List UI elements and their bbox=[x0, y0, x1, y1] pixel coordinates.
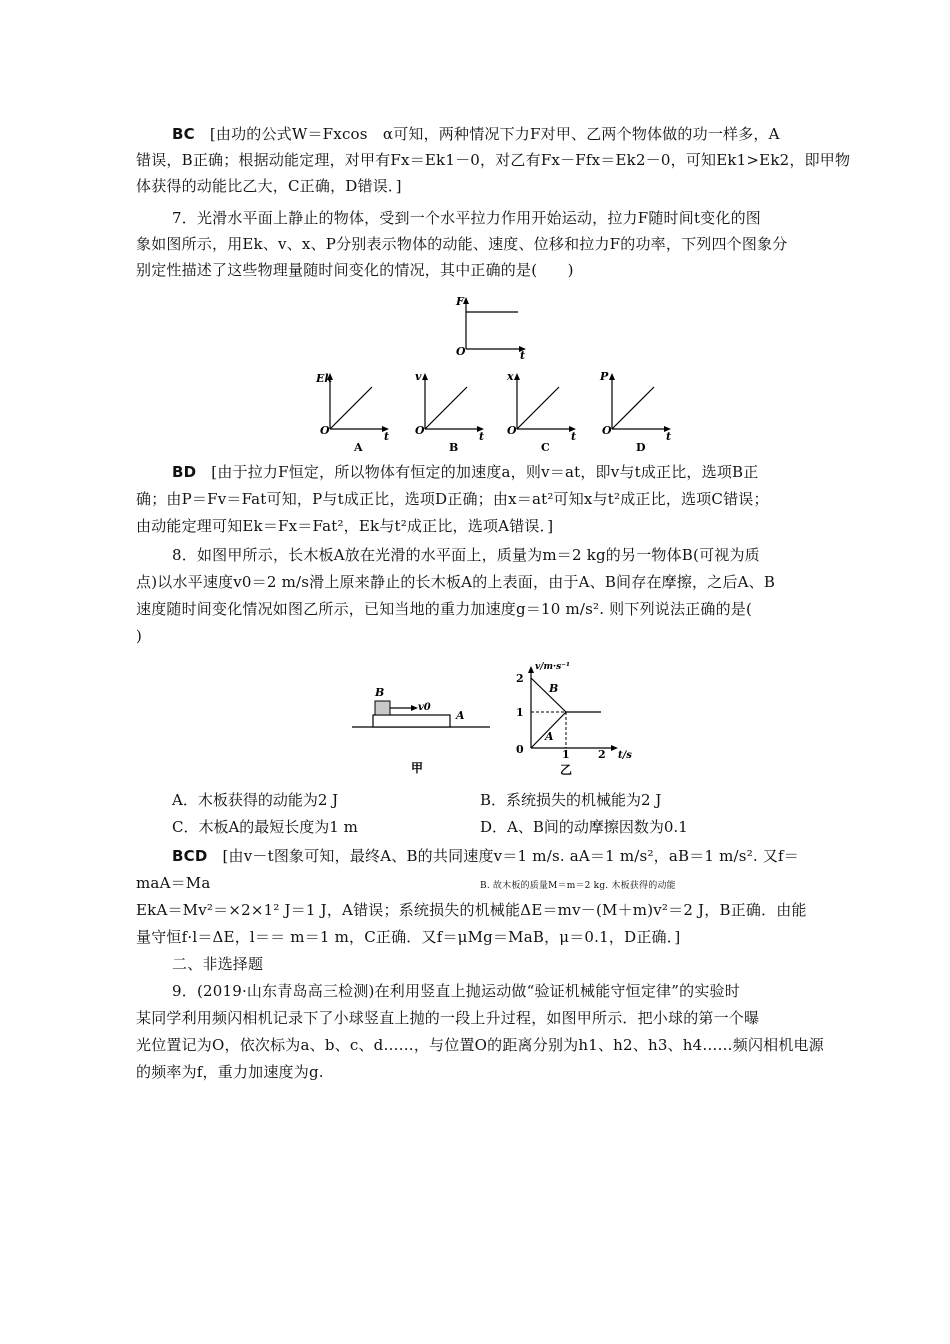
q7-graph-b-origin: O bbox=[415, 424, 425, 437]
q8-fig-jia bbox=[352, 686, 490, 775]
q8-jia-velocity-label: v0 bbox=[418, 702, 431, 713]
q8-answer-line-3: EkA＝Mv²＝×2×1² J＝1 J，A错误；系统损失的机械能ΔE＝mv－(M＋m)v²＝2 J，B正确．由能 bbox=[136, 901, 807, 919]
q6-answer-text: [由功的公式W＝Fxcos α可知，两种情况下力F对甲、乙两个物体做的功一样多，A bbox=[209, 125, 780, 143]
q7-graph-d-option: D bbox=[636, 441, 646, 454]
q8-option-b: B．系统损失的机械能为2 J bbox=[480, 791, 662, 809]
q7-answer-text: [由于拉力F恒定，所以物体有恒定的加速度a，则v＝at，即v与t成正比，选项B正 bbox=[211, 463, 759, 481]
q7-stem-line-1: 7．光滑水平面上静止的物体，受到一个水平拉力作用开始运动，拉力F随时间t变化的图 bbox=[172, 209, 761, 227]
q8-fig-yi bbox=[516, 662, 632, 777]
q8-yi-x-axis-label: t/s bbox=[618, 750, 632, 761]
q8-yi-x-tick-1: 1 bbox=[562, 748, 570, 761]
q7-stem-line-2: 象如图所示，用Ek、v、x、P分别表示物体的动能、速度、位移和拉力F的功率，下列四个图象分 bbox=[136, 235, 788, 253]
q7-answer-line-1 bbox=[172, 462, 758, 482]
q7-f-t-label: t bbox=[520, 349, 526, 362]
q7-graph-a-x-label: t bbox=[384, 430, 390, 443]
q8-yi-x-tick-2: 2 bbox=[598, 748, 606, 761]
q7-f-t-graph bbox=[455, 295, 526, 362]
q8-yi-y-axis-label: v/m·s⁻¹ bbox=[535, 662, 570, 672]
q9-line-1: 9．(2019·山东青岛高三检测)在利用竖直上抛运动做“验证机械能守恒定律”的实验时 bbox=[172, 982, 740, 1000]
q7-graph-a bbox=[315, 372, 389, 454]
q8-answer-tag: BCD bbox=[172, 847, 208, 865]
q9-line-4: 的频率为f，重力加速度为g. bbox=[136, 1063, 324, 1081]
q7-graph-d bbox=[599, 370, 671, 454]
q7-graph-c-y-label: x bbox=[507, 370, 514, 383]
q8-jia-block-label: B bbox=[375, 686, 385, 699]
q8-answer-text: [由v－t图象可知，最终A、B的共同速度v＝1 m/s. aA＝1 m/s²，aB＝1 m/s². 又f＝ bbox=[222, 847, 800, 865]
q7-f-origin: O bbox=[456, 345, 466, 358]
q8-yi-y-tick-1: 1 bbox=[516, 706, 524, 719]
q6-answer-tag: BC bbox=[172, 125, 195, 143]
q8-stem-line-3: 速度随时间变化情况如图乙所示，已知当地的重力加速度g＝10 m/s². 则下列说法正确的是( bbox=[136, 600, 753, 618]
q8-option-a: A．木板获得的动能为2 J bbox=[172, 791, 339, 809]
q7-answer-line-3: 由动能定理可知Ek＝Fx＝Fat²，Ek与t²成正比，选项A错误．] bbox=[136, 517, 554, 535]
q7-graph-b-option: B bbox=[449, 441, 459, 454]
q8-answer-line-4: 量守恒f·l＝ΔE，l＝＝ m＝1 m，C正确．又f＝μMg＝MaB，μ＝0.1，D正确．] bbox=[136, 928, 681, 946]
q7-f-axis-label: F bbox=[456, 295, 464, 308]
section-heading: 二、非选择题 bbox=[172, 955, 264, 973]
q7-graph-a-origin: O bbox=[320, 424, 330, 437]
q8-answer-fragment: B. 故木板的质量M＝m＝2 kg. 木板获得的动能 bbox=[480, 881, 676, 891]
q8-option-d: D．A、B间的动摩擦因数为0.1 bbox=[480, 818, 688, 836]
q8-jia-caption: 甲 bbox=[411, 761, 424, 775]
q8-yi-origin: 0 bbox=[516, 743, 524, 756]
q7-graph-b-x-label: t bbox=[479, 430, 485, 443]
q9-line-2: 某同学利用频闪相机记录下了小球竖直上抛的一段上升过程，如图甲所示．把小球的第一个曝 bbox=[136, 1009, 760, 1027]
q7-graph-c-option: C bbox=[541, 441, 550, 454]
q7-answer-line-2: 确；由P＝Fv＝Fat可知，P与t成正比，选项D正确；由x＝at²可知x与t²成正比，选项C错误； bbox=[136, 490, 769, 508]
q7-graph-b-y-label: v bbox=[415, 370, 422, 383]
q8-figure bbox=[0, 652, 950, 782]
q7-graph-d-y-label: P bbox=[600, 370, 609, 383]
q7-figure bbox=[0, 285, 950, 455]
q8-jia-board-label: A bbox=[456, 709, 465, 722]
q8-stem-line-1: 8．如图甲所示，长木板A放在光滑的水平面上，质量为m＝2 kg的另一物体B(可视为质 bbox=[172, 546, 760, 564]
q6-answer-line-2: 错误，B正确；根据动能定理，对甲有Fx＝Ek1－0，对乙有Fx－Ffx＝Ek2－0，可知Ek1>Ek2，即甲物 bbox=[136, 151, 851, 169]
q8-yi-line-a-label: A bbox=[545, 730, 554, 743]
q7-graph-c-x-label: t bbox=[571, 430, 577, 443]
q7-stem-line-3: 别定性描述了这些物理量随时间变化的情况，其中正确的是( ) bbox=[136, 261, 574, 279]
q6-answer-line-3: 体获得的动能比乙大，C正确，D错误．] bbox=[136, 177, 402, 195]
q7-answer-tag: BD bbox=[172, 463, 197, 481]
q8-answer-line-1 bbox=[172, 846, 799, 866]
q8-yi-caption: 乙 bbox=[560, 763, 573, 777]
q8-answer-line-2: maA＝Ma bbox=[136, 874, 211, 892]
q8-yi-y-tick-2: 2 bbox=[516, 672, 524, 685]
q8-yi-line-b-label: B bbox=[549, 682, 559, 695]
q7-graph-c bbox=[506, 370, 576, 454]
q8-option-c: C．木板A的最短长度为1 m bbox=[172, 818, 358, 836]
q7-graph-c-origin: O bbox=[507, 424, 517, 437]
q8-stem-line-4: ) bbox=[136, 627, 143, 645]
q8-stem-line-2: 点)以水平速度v0＝2 m/s滑上原来静止的长木板A的上表面，由于A、B间存在摩擦，之后A、B bbox=[136, 573, 776, 591]
q7-graph-b bbox=[415, 370, 484, 454]
q7-graph-d-origin: O bbox=[602, 424, 612, 437]
q7-graph-d-x-label: t bbox=[666, 430, 672, 443]
q7-graph-a-option: A bbox=[354, 441, 363, 454]
q8-answer-line-2b bbox=[480, 873, 676, 896]
q9-line-3: 光位置记为O，依次标为a、b、c、d……，与位置O的距离分别为h1、h2、h3、h4……频闪相机电源 bbox=[136, 1036, 824, 1054]
q6-answer-line-1 bbox=[172, 124, 780, 144]
q7-graph-a-y-label: Ek bbox=[316, 372, 333, 385]
